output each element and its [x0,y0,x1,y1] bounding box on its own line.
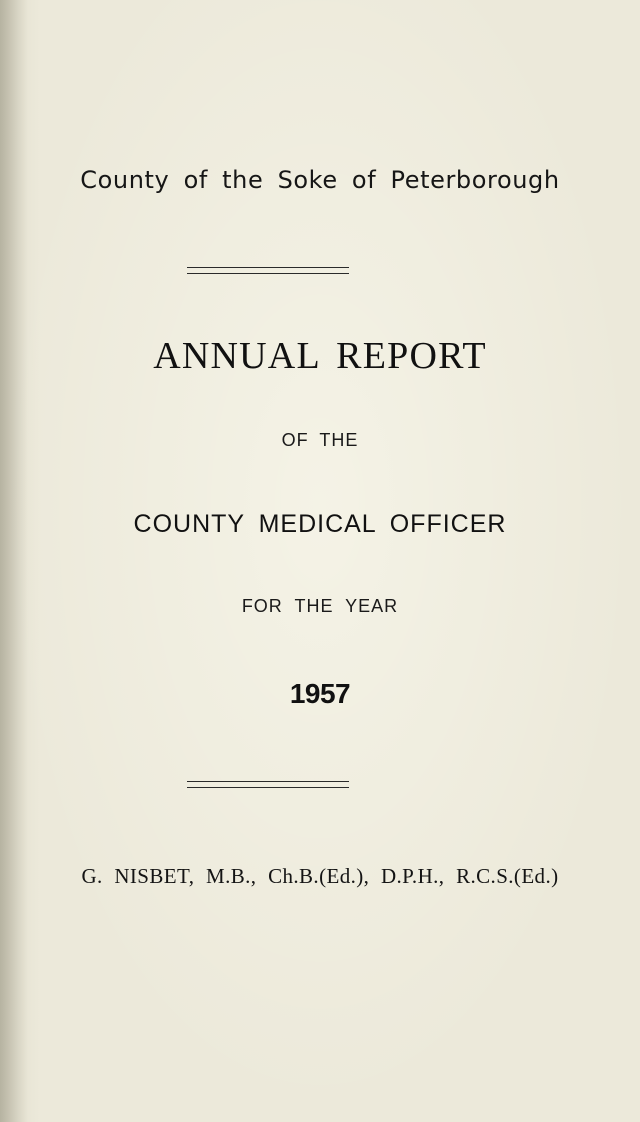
county-heading: County of the Soke of Peterborough [80,166,560,194]
bottom-double-rule [187,781,349,788]
for-the-year-line: FOR THE YEAR [241,596,399,616]
officer-title: COUNTY MEDICAL OFFICER [133,510,507,538]
report-year: 1957 [289,678,351,709]
top-double-rule [187,267,349,274]
of-the-line: OF THE [281,430,359,450]
report-title: ANNUAL REPORT [153,335,487,377]
author-credentials: G. NISBET, M.B., Ch.B.(Ed.), D.P.H., R.C.S.(Ed.) [81,864,559,888]
